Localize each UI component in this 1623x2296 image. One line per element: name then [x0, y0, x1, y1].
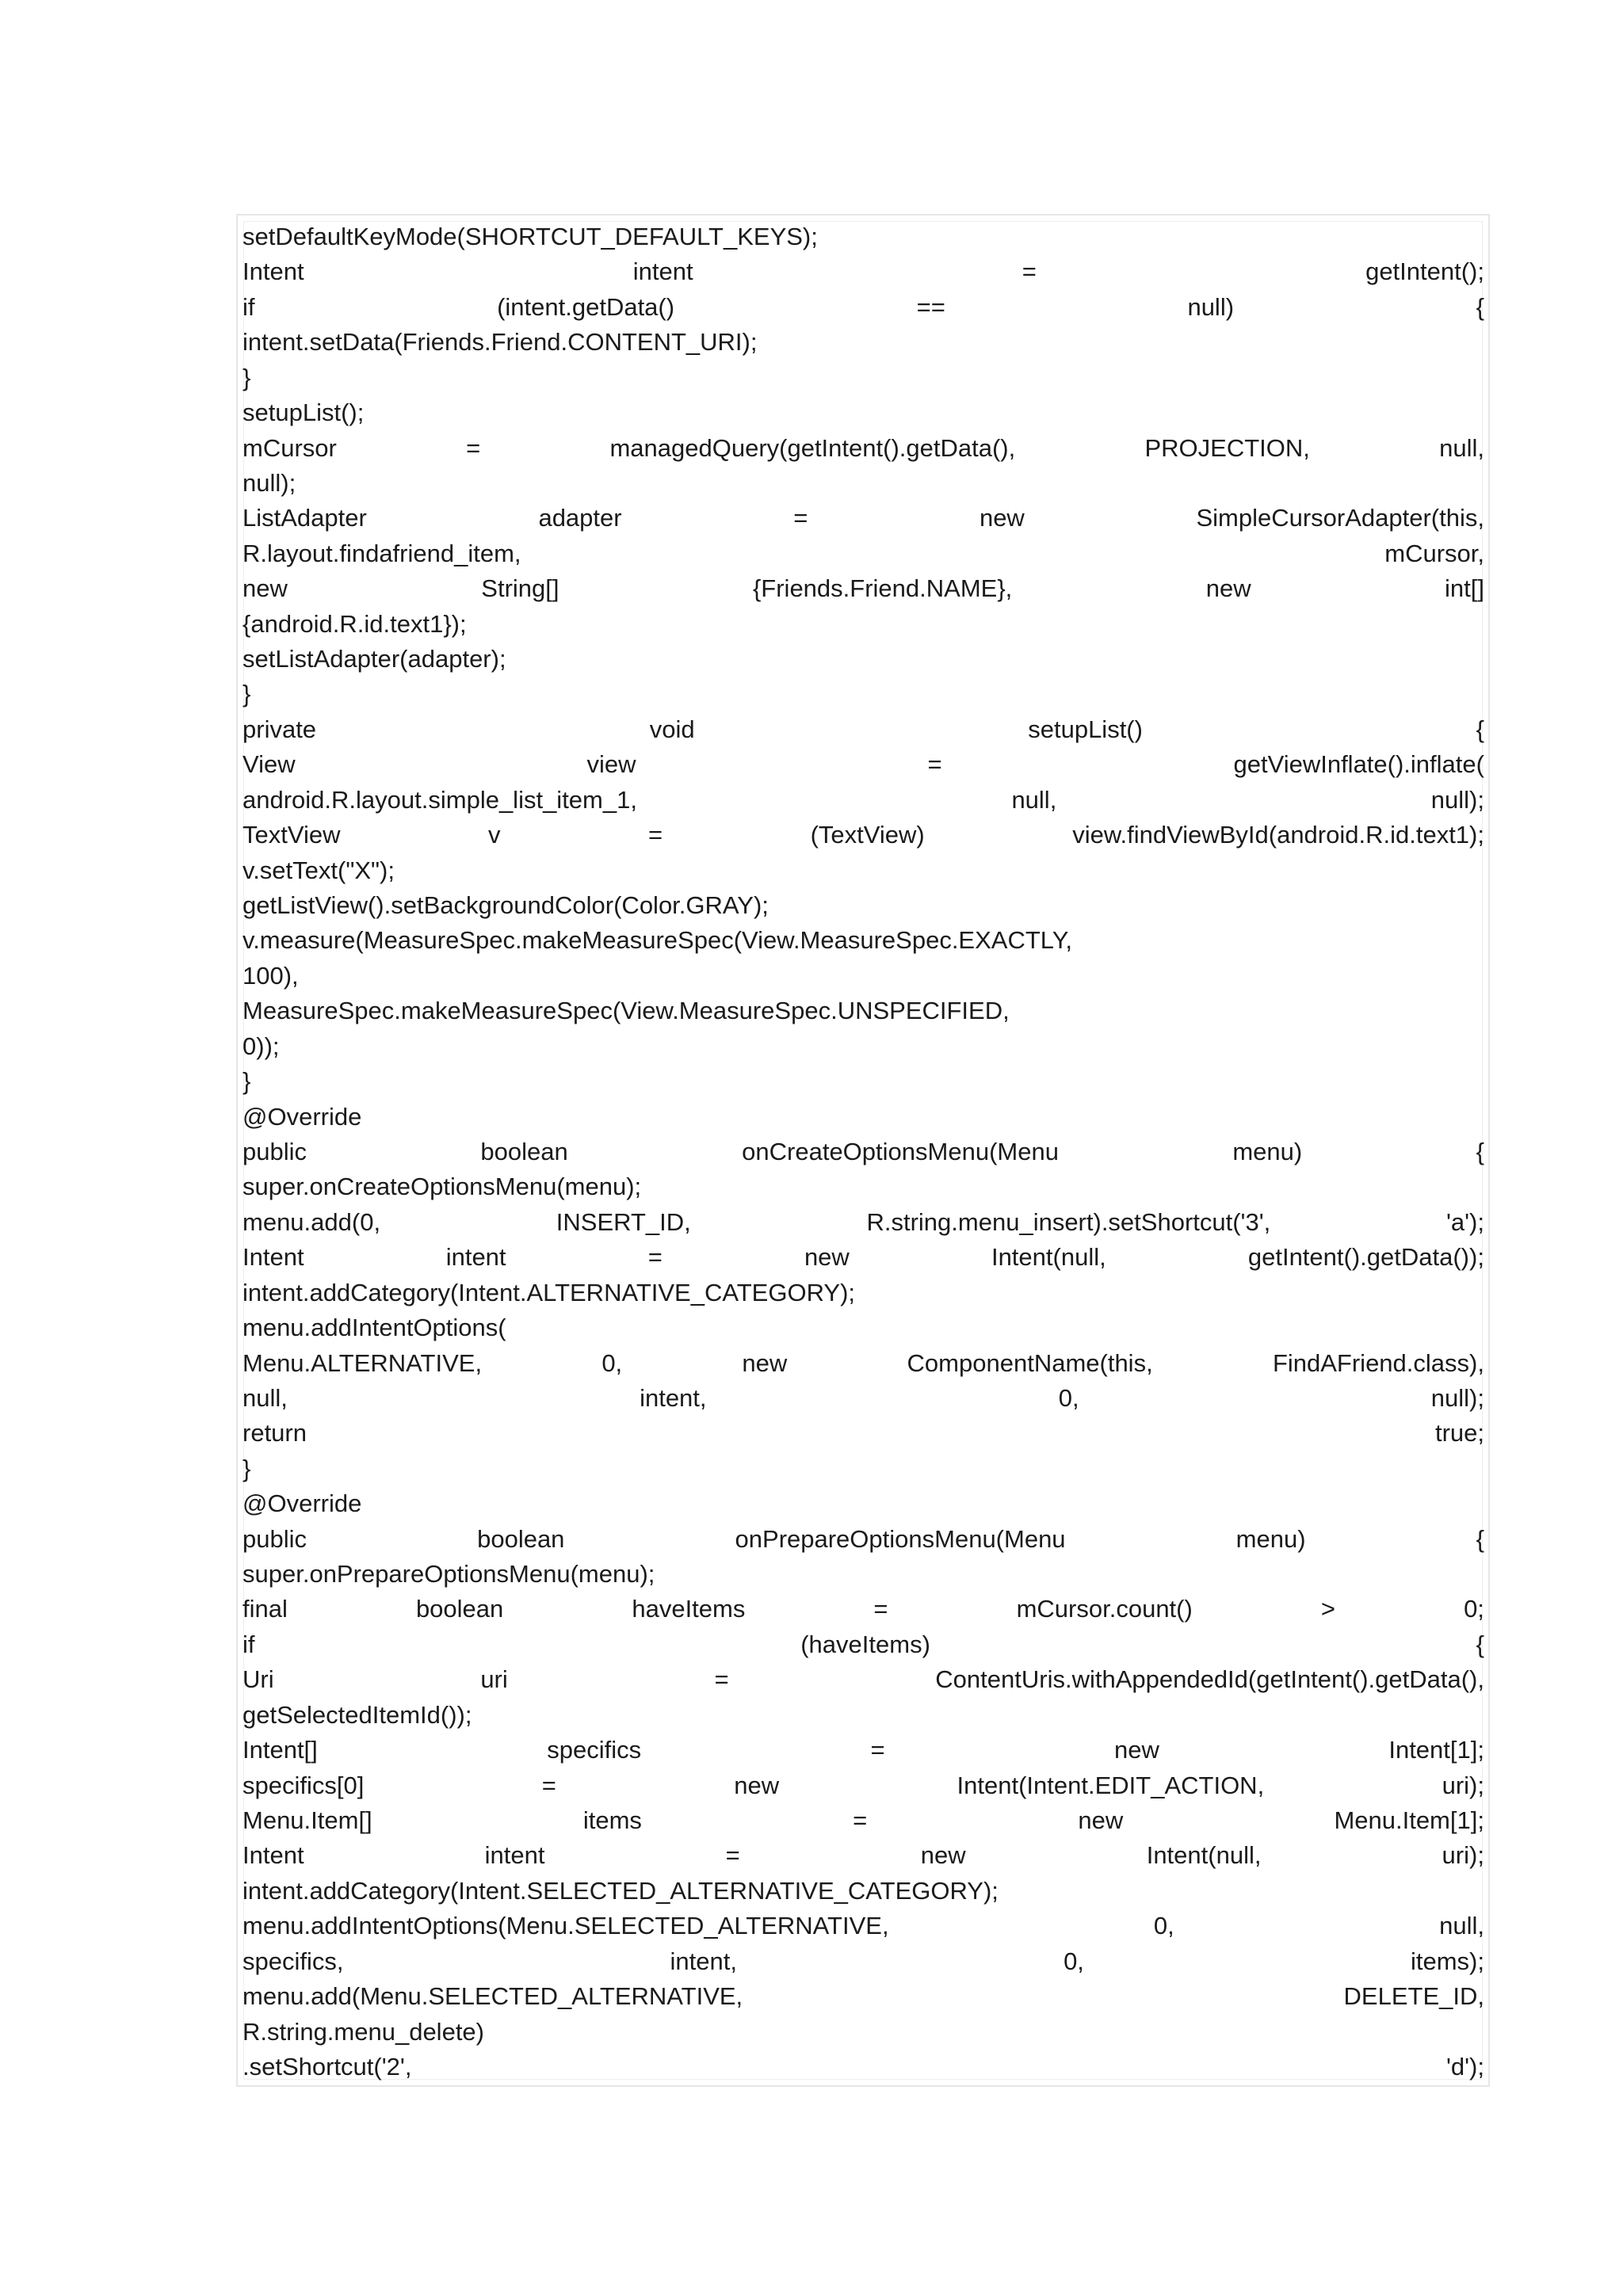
- code-token: @Override: [242, 1102, 362, 1131]
- code-token: {: [1476, 1630, 1484, 1658]
- code-token: new: [804, 1243, 850, 1272]
- code-token: return: [242, 1419, 307, 1447]
- code-line: [242, 2015, 1484, 2050]
- code-token: adapter: [538, 504, 622, 532]
- code-line: [242, 1276, 1484, 1310]
- code-token: boolean: [477, 1524, 565, 1553]
- code-token: =: [725, 1841, 740, 1870]
- code-line: [242, 1522, 1484, 1557]
- code-token: =: [853, 1806, 868, 1834]
- code-token: View: [242, 750, 296, 779]
- code-line: [242, 1803, 1484, 1838]
- code-token: null);: [1430, 1383, 1484, 1412]
- code-token: (intent.getData(): [497, 292, 675, 321]
- code-token: boolean: [480, 1137, 568, 1165]
- code-token: null,: [1439, 1912, 1484, 1940]
- code-line: [242, 1135, 1484, 1169]
- code-token: haveItems: [632, 1595, 746, 1623]
- code-token: R.string.menu_delete): [242, 2017, 484, 2046]
- code-token: intent: [445, 1243, 506, 1272]
- code-line: [242, 1627, 1484, 1662]
- code-token: 0,: [1058, 1383, 1079, 1412]
- code-token: menu.addIntentOptions(: [242, 1314, 506, 1342]
- code-token: getViewInflate().inflate(: [1233, 750, 1484, 779]
- code-token: menu.add(0,: [242, 1207, 381, 1236]
- code-token: 'd');: [1445, 2052, 1484, 2081]
- code-token: new: [1078, 1806, 1124, 1834]
- code-line: [242, 1310, 1484, 1345]
- code-token: {: [1476, 1524, 1484, 1553]
- code-token: new: [979, 504, 1025, 532]
- code-token: {android.R.id.text1});: [242, 609, 467, 638]
- code-token: Menu.ALTERNATIVE,: [242, 1348, 483, 1377]
- code-token: =: [466, 433, 481, 462]
- code-line: [242, 888, 1484, 923]
- code-line: [242, 1909, 1484, 1943]
- code-token: if: [242, 292, 255, 321]
- code-token: ==: [916, 292, 945, 321]
- code-line: [242, 1592, 1484, 1627]
- code-token: uri: [480, 1665, 508, 1694]
- code-token: =: [873, 1595, 888, 1623]
- code-token: =: [1022, 257, 1037, 286]
- code-token: =: [714, 1665, 729, 1694]
- code-token: new: [920, 1841, 966, 1870]
- code-token: =: [541, 1771, 556, 1799]
- code-token: onPrepareOptionsMenu(Menu: [735, 1524, 1066, 1553]
- code-token: SimpleCursorAdapter(this,: [1196, 504, 1484, 532]
- code-token: setDefaultKeyMode(SHORTCUT_DEFAULT_KEYS);: [242, 223, 818, 250]
- code-token: null);: [242, 468, 296, 497]
- code-token: specifics: [547, 1736, 642, 1764]
- code-token: R.string.menu_insert).setShortcut('3',: [866, 1207, 1271, 1236]
- code-token: 0));: [242, 1032, 280, 1060]
- code-token: true;: [1434, 1419, 1484, 1447]
- code-token: public: [242, 1524, 307, 1553]
- code-token: Intent(null,: [1146, 1841, 1262, 1870]
- code-token: new: [742, 1348, 788, 1377]
- code-token: getIntent();: [1365, 257, 1484, 286]
- code-token: if: [242, 1630, 255, 1658]
- code-token: new: [242, 574, 288, 603]
- code-token: setupList();: [242, 399, 365, 427]
- code-token: null,: [1011, 785, 1057, 814]
- code-token: Menu.Item[]: [242, 1806, 372, 1834]
- code-token: mCursor.count(): [1016, 1595, 1193, 1623]
- code-token: Intent(null,: [991, 1243, 1106, 1272]
- code-line: [242, 712, 1484, 747]
- code-line: [242, 1346, 1484, 1381]
- code-token: =: [927, 750, 942, 779]
- code-line: [242, 959, 1484, 994]
- code-token: }: [242, 363, 251, 391]
- code-token: getIntent().getData());: [1247, 1243, 1484, 1272]
- code-listing: [242, 219, 1484, 2084]
- code-token: view: [586, 750, 636, 779]
- code-token: items);: [1410, 1947, 1484, 1975]
- code-token: Intent(Intent.EDIT_ACTION,: [957, 1771, 1265, 1799]
- code-token: Intent[1];: [1388, 1736, 1484, 1764]
- code-token: (haveItems): [800, 1630, 930, 1658]
- code-token: Uri: [242, 1665, 274, 1694]
- code-token: specifics[0]: [242, 1771, 365, 1799]
- code-token: uri);: [1442, 1841, 1484, 1870]
- code-line: [242, 325, 1484, 360]
- code-line: [242, 1205, 1484, 1240]
- code-line: [242, 677, 1484, 711]
- code-line: [242, 818, 1484, 852]
- code-token: PROJECTION,: [1144, 433, 1310, 462]
- code-line: [242, 923, 1484, 958]
- code-token: intent,: [640, 1383, 707, 1412]
- code-line: [242, 642, 1484, 677]
- code-line: [242, 219, 1484, 254]
- code-token: super.onPrepareOptionsMenu(menu);: [242, 1560, 655, 1589]
- code-line: [242, 1451, 1484, 1486]
- code-line: [242, 395, 1484, 430]
- code-token: FindAFriend.class),: [1272, 1348, 1484, 1377]
- code-token: =: [647, 1243, 663, 1272]
- code-token: new: [1205, 574, 1251, 603]
- code-line: [242, 1169, 1484, 1204]
- code-token: menu.addIntentOptions(Menu.SELECTED_ALTERNATIVE,: [242, 1912, 889, 1940]
- code-token: INSERT_ID,: [556, 1207, 691, 1236]
- code-line: [242, 1240, 1484, 1275]
- code-token: .setShortcut('2',: [242, 2052, 412, 2081]
- code-token: (TextView): [810, 821, 925, 849]
- code-line: [242, 501, 1484, 536]
- code-token: mCursor: [242, 433, 337, 462]
- code-line: [242, 1838, 1484, 1873]
- code-token: =: [793, 504, 808, 532]
- code-token: 0;: [1464, 1595, 1484, 1623]
- code-token: intent.addCategory(Intent.SELECTED_ALTERNATIVE_CATEGORY);: [242, 1876, 999, 1905]
- code-token: R.layout.findafriend_item,: [242, 539, 521, 567]
- code-token: Intent: [242, 257, 304, 286]
- code-token: intent: [632, 257, 693, 286]
- code-token: TextView: [242, 821, 341, 849]
- code-token: null): [1187, 292, 1235, 321]
- code-token: =: [870, 1736, 885, 1764]
- code-token: specifics,: [242, 1947, 344, 1975]
- code-line: [242, 431, 1484, 466]
- code-token: menu): [1232, 1137, 1303, 1165]
- code-token: super.onCreateOptionsMenu(menu);: [242, 1173, 642, 1201]
- code-token: }: [242, 1067, 251, 1096]
- code-token: }: [242, 680, 251, 708]
- code-line: [242, 853, 1484, 888]
- code-token: mCursor,: [1384, 539, 1484, 567]
- code-token: items: [582, 1806, 642, 1834]
- code-line: [242, 254, 1484, 289]
- code-token: new: [1114, 1736, 1159, 1764]
- code-token: null);: [1430, 785, 1484, 814]
- code-token: getSelectedItemId());: [242, 1700, 472, 1729]
- code-line: [242, 1979, 1484, 2014]
- code-token: setupList(): [1028, 715, 1143, 743]
- code-line: [242, 1064, 1484, 1099]
- code-token: v.setText("X");: [242, 856, 395, 884]
- code-token: 0,: [1064, 1947, 1084, 1975]
- code-token: >: [1320, 1595, 1335, 1623]
- code-token: {: [1476, 292, 1484, 321]
- code-token: final: [242, 1595, 288, 1623]
- code-token: intent.addCategory(Intent.ALTERNATIVE_CATEGORY);: [242, 1278, 856, 1306]
- code-token: 100),: [242, 961, 299, 990]
- code-token: ComponentName(this,: [907, 1348, 1153, 1377]
- code-token: @Override: [242, 1489, 362, 1518]
- code-token: menu): [1235, 1524, 1306, 1553]
- code-line: [242, 290, 1484, 325]
- code-token: 0,: [601, 1348, 623, 1377]
- code-token: new: [734, 1771, 780, 1799]
- code-line: [242, 360, 1484, 395]
- code-line: [242, 607, 1484, 642]
- code-line: [242, 466, 1484, 501]
- code-token: String[]: [481, 574, 559, 603]
- code-token: null,: [242, 1383, 288, 1412]
- code-token: Intent: [242, 1841, 304, 1870]
- code-line: [242, 783, 1484, 818]
- code-token: v.measure(MeasureSpec.makeMeasureSpec(View.MeasureSpec.EXACTLY,: [242, 926, 1073, 955]
- code-token: ContentUris.withAppendedId(getIntent().getData(),: [935, 1665, 1484, 1694]
- code-token: boolean: [415, 1595, 504, 1623]
- code-line: [242, 747, 1484, 782]
- code-token: public: [242, 1137, 307, 1165]
- code-token: Intent: [242, 1243, 304, 1272]
- code-token: void: [649, 715, 695, 743]
- code-token: intent,: [670, 1947, 737, 1975]
- code-line: [242, 1768, 1484, 1803]
- code-line: [242, 1662, 1484, 1697]
- code-token: intent.setData(Friends.Friend.CONTENT_URI);: [242, 328, 758, 357]
- code-line: [242, 1874, 1484, 1909]
- code-line: [242, 536, 1484, 571]
- code-line: [242, 2050, 1484, 2084]
- code-line: [242, 1557, 1484, 1592]
- code-line: [242, 1029, 1484, 1064]
- code-token: private: [242, 715, 317, 743]
- code-token: ListAdapter: [242, 504, 367, 532]
- code-line: [242, 1733, 1484, 1768]
- code-token: setListAdapter(adapter);: [242, 645, 506, 673]
- code-token: intent: [484, 1841, 545, 1870]
- code-token: MeasureSpec.makeMeasureSpec(View.MeasureSpec.UNSPECIFIED,: [242, 997, 1010, 1025]
- code-line: [242, 1944, 1484, 1979]
- code-token: Menu.Item[1];: [1334, 1806, 1484, 1834]
- code-token: uri);: [1442, 1771, 1484, 1799]
- code-token: {Friends.Friend.NAME},: [752, 574, 1013, 603]
- code-token: }: [242, 1454, 251, 1482]
- code-line: [242, 1381, 1484, 1416]
- code-token: =: [647, 821, 663, 849]
- code-token: {: [1476, 715, 1484, 743]
- code-token: {: [1476, 1137, 1484, 1165]
- code-token: DELETE_ID,: [1343, 1982, 1484, 2011]
- code-line: [242, 1698, 1484, 1733]
- code-line: [242, 571, 1484, 606]
- code-token: managedQuery(getIntent().getData(),: [609, 433, 1016, 462]
- code-token: int[]: [1445, 574, 1484, 603]
- code-token: 'a');: [1445, 1207, 1484, 1236]
- code-token: v: [487, 821, 501, 849]
- code-line: [242, 1416, 1484, 1451]
- code-line: [242, 1100, 1484, 1135]
- code-token: getListView().setBackgroundColor(Color.GRAY);: [242, 891, 769, 920]
- code-line: [242, 994, 1484, 1028]
- code-token: android.R.layout.simple_list_item_1,: [242, 785, 637, 814]
- code-token: Intent[]: [242, 1736, 318, 1764]
- code-line: [242, 1486, 1484, 1521]
- code-token: 0,: [1153, 1912, 1174, 1940]
- code-token: null,: [1439, 433, 1484, 462]
- code-token: onCreateOptionsMenu(Menu: [742, 1137, 1059, 1165]
- code-token: menu.add(Menu.SELECTED_ALTERNATIVE,: [242, 1982, 743, 2011]
- code-token: view.findViewById(android.R.id.text1);: [1072, 821, 1484, 849]
